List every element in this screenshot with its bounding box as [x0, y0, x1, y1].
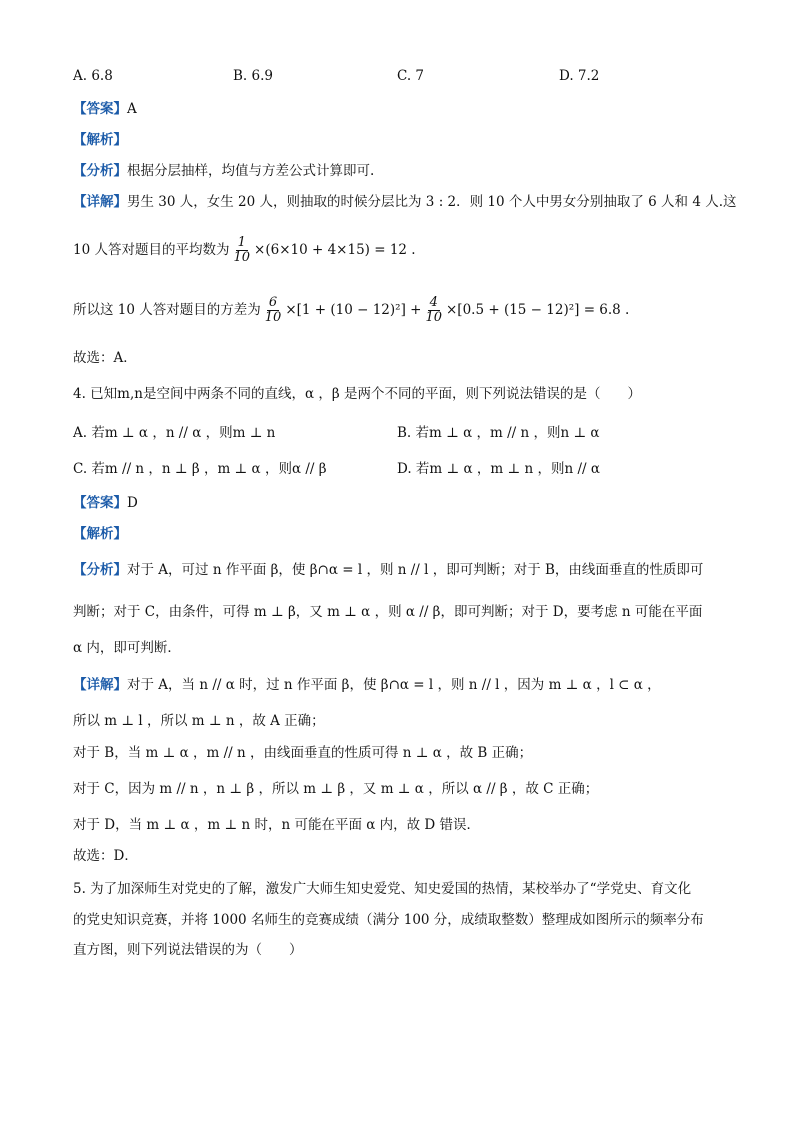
fenxi-tag: 【分析】	[73, 562, 127, 578]
q4-xiangjie-text-1: 对于 A，当 n // α 时，过 n 作平面 β，使 β∩α = l ，则 n // l ，因为 m ⊥ α ，l ⊂ α ，	[127, 677, 661, 693]
q3-mean-rest: ×(6×10 + 4×15) = 12 .	[254, 242, 416, 258]
q3-answer: A	[127, 101, 137, 117]
q4-option-c: C. 若m // n ，n ⊥ β ，m ⊥ α ，则α // β	[73, 461, 327, 477]
q4-option-a: A. 若m ⊥ α ，n // α ，则m ⊥ n	[73, 425, 276, 441]
answer-tag: 【答案】	[73, 495, 127, 511]
q3-variance-line	[73, 292, 629, 328]
q4-answer-line	[73, 493, 138, 513]
q3-conclusion: 故选：A．	[73, 350, 137, 366]
q4-xiangjie-line-3: 对于 B，当 m ⊥ α ，m // n ，由线面垂直的性质可得 n ⊥ α ，故 B 正确；	[73, 745, 533, 761]
q4-fenxi-line-1	[73, 560, 703, 580]
xiangjie-tag: 【详解】	[73, 677, 127, 693]
q3-answer-line	[73, 99, 137, 119]
q4-fenxi-line-2: 判断；对于 C，由条件，可得 m ⊥ β，又 m ⊥ α ，则 α // β，即可判断；对于 D，要考虑 n 可能在平面	[73, 604, 703, 620]
q3-xiangjie-text: 男生 30 人，女生 20 人，则抽取的时候分层比为 3 : 2．则 10 个人中男女分别抽取了 6 人和 4 人.这	[127, 194, 737, 210]
q3-mean-line	[73, 232, 416, 268]
q3-option-d: D. 7.2	[559, 68, 600, 84]
answer-tag: 【答案】	[73, 101, 127, 117]
q3-mean-prefix: 10 人答对题目的平均数为	[73, 242, 230, 258]
q4-xiangjie-line-5: 对于 D，当 m ⊥ α ，m ⊥ n 时，n 可能在平面 α 内，故 D 错误．	[73, 817, 481, 833]
q3-fenxi-text: 根据分层抽样，均值与方差公式计算即可.	[127, 163, 375, 179]
fraction-numerator: 6	[268, 294, 278, 310]
jiexi-tag: 【解析】	[73, 132, 127, 148]
q4-xiangjie-line-1	[73, 675, 661, 695]
variance-fraction-2	[423, 296, 444, 324]
fenxi-tag: 【分析】	[73, 163, 127, 179]
q3-fenxi-line	[73, 161, 374, 181]
fraction-denominator: 10	[233, 249, 251, 265]
q4-answer: D	[127, 495, 138, 511]
q3-var-prefix: 所以这 10 人答对题目的方差为	[73, 302, 261, 318]
q4-option-d: D. 若m ⊥ α ，m ⊥ n ，则n // α	[397, 461, 600, 477]
q4-fenxi-line-3: α 内，即可判断．	[73, 640, 181, 656]
q3-var-rest: ×[0.5 + (15 − 12)²] = 6.8 .	[446, 302, 630, 318]
q4-xiangjie-line-2: 所以 m ⊥ l ，所以 m ⊥ n ，故 A 正确；	[73, 713, 325, 729]
fraction-denominator: 10	[264, 309, 282, 325]
fraction-denominator: 10	[425, 309, 442, 325]
q3-jiexi-line	[73, 130, 127, 150]
q4-fenxi-text-1: 对于 A，可过 n 作平面 β，使 β∩α = l ，则 n // l ，即可判断；对于 B，由线面垂直的性质即可	[127, 562, 704, 578]
q5-line-3: 直方图，则下列说法错误的为（ ）	[73, 942, 303, 958]
q4-conclusion: 故选：D．	[73, 848, 138, 864]
q4-option-b: B. 若m ⊥ α ，m // n ，则n ⊥ α	[397, 425, 600, 441]
fraction-numerator: 1	[237, 234, 246, 250]
q3-var-mid: ×[1 + (10 − 12)²] +	[285, 302, 422, 318]
mean-fraction	[231, 236, 252, 264]
q4-jiexi-line	[73, 524, 127, 544]
q3-option-a: A. 6.8	[73, 68, 113, 84]
xiangjie-tag: 【详解】	[73, 194, 127, 210]
fraction-numerator: 4	[429, 294, 438, 310]
q3-option-b: B. 6.9	[233, 68, 273, 84]
variance-fraction-1	[263, 296, 284, 324]
q3-xiangjie-line	[73, 192, 737, 212]
jiexi-tag: 【解析】	[73, 526, 127, 542]
q4-xiangjie-line-4: 对于 C，因为 m // n ，n ⊥ β ，所以 m ⊥ β ，又 m ⊥ α ，所以 α // β ，故 C 正确；	[73, 781, 599, 797]
q3-option-c: C. 7	[397, 68, 425, 84]
q4-stem: 4. 已知m,n是空间中两条不同的直线，α ，β 是两个不同的平面，则下列说法错误的是（ ）	[73, 386, 641, 402]
q5-line-2: 的党史知识竞赛，并将 1000 名师生的竞赛成绩（满分 100 分，成绩取整数）整理成如图所示的频率分布	[73, 912, 704, 928]
q5-line-1: 5. 为了加深师生对党史的了解，激发广大师生知史爱党、知史爱国的热情，某校举办了“学党史、育文化	[73, 881, 692, 897]
